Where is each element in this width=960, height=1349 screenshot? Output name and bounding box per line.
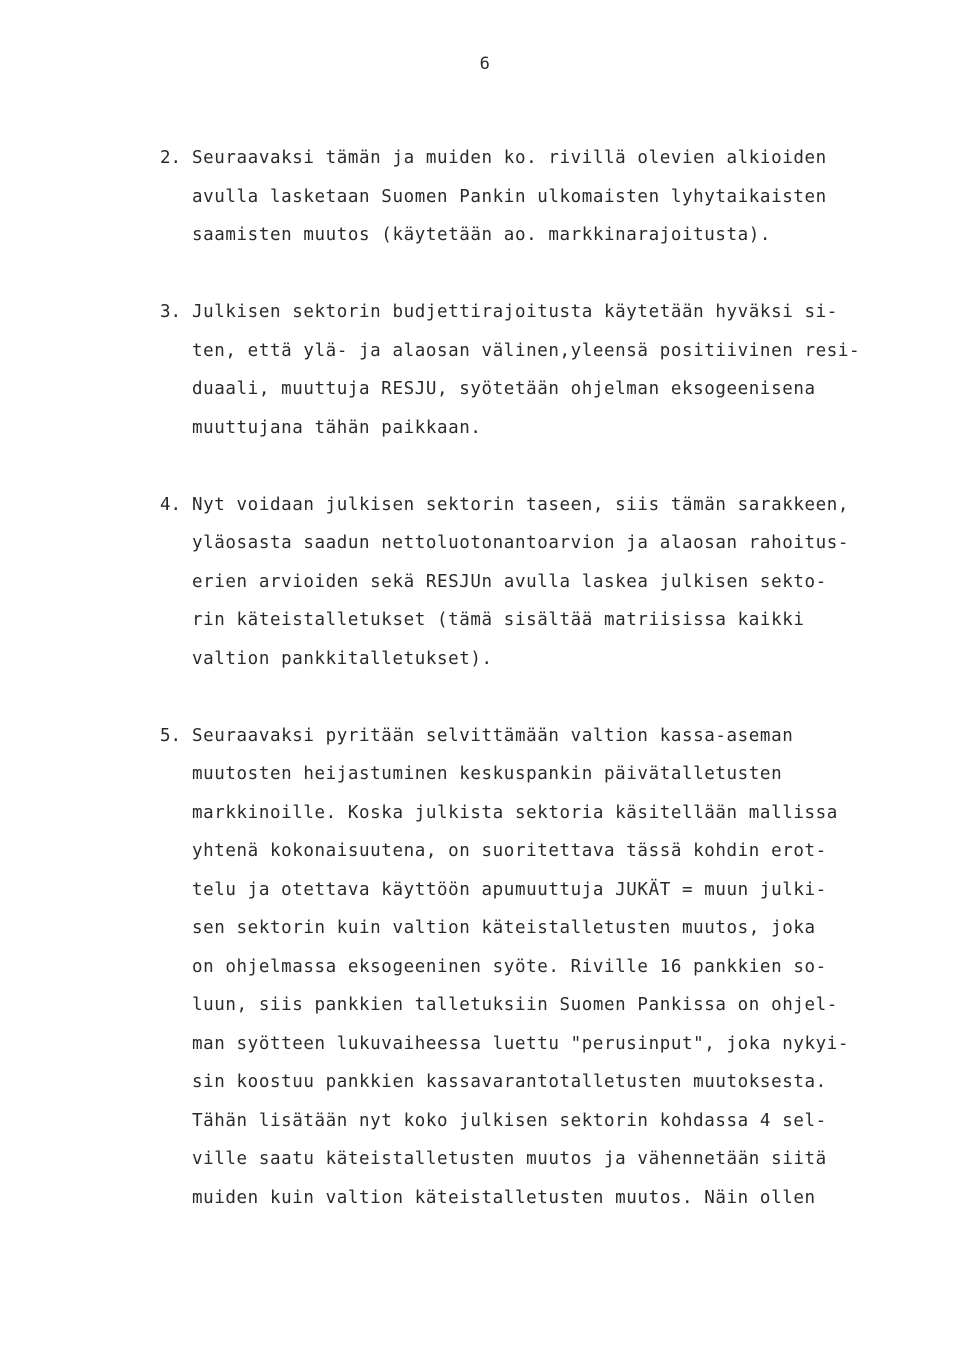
text-line: saamisten muutos (käytetään ao. markkinarajoitusta). xyxy=(192,225,772,245)
text-line: ville saatu käteistalletusten muutos ja vähennetään siitä xyxy=(192,1149,827,1169)
text-line: sin koostuu pankkien kassavarantotalletusten muutoksesta. xyxy=(192,1072,827,1092)
text-line: Seuraavaksi tämän ja muiden ko. rivillä olevien alkioiden xyxy=(192,148,827,168)
list-item-5 xyxy=(160,717,880,1218)
text-line: yhtenä kokonaisuutena, on suoritettava tässä kohdin erot- xyxy=(192,841,827,861)
text-line: erien arvioiden sekä RESJUn avulla laskea julkisen sekto- xyxy=(192,571,827,592)
item-number: 4. xyxy=(160,494,182,515)
text-line: yläosasta saadun nettoluotonantoarvion ja alaosan rahoitus- xyxy=(192,533,850,553)
list-item-4 xyxy=(160,486,880,679)
text-line: man syötteen lukuvaiheessa luettu "perusinput", joka nykyi- xyxy=(192,1033,850,1054)
text-line: valtion pankkitalletukset). xyxy=(192,648,493,669)
text-line: Nyt voidaan julkisen sektorin taseen, siis tämän sarakkeen, xyxy=(192,494,850,515)
list-item-3 xyxy=(160,293,880,447)
page-number: 6 xyxy=(479,54,491,74)
text-line: ten, että ylä- ja alaosan välinen,yleensä positiivinen resi- xyxy=(192,340,861,361)
text-line: luun, siis pankkien talletuksiin Suomen Pankissa on ohjel- xyxy=(192,995,838,1015)
text-line: muutosten heijastuminen keskuspankin päivätalletusten xyxy=(192,764,783,784)
text-line: rin käteistalletukset (tämä sisältää matriisissa kaikki xyxy=(192,610,805,630)
text-line: markkinoille. Koska julkista sektoria käsitellään mallissa xyxy=(192,802,838,823)
item-number: 2. xyxy=(160,148,182,168)
text-line: Tähän lisätään nyt koko julkisen sektorin kohdassa 4 sel- xyxy=(192,1110,827,1131)
text-line: sen sektorin kuin valtion käteistalletusten muutos, joka xyxy=(192,918,816,938)
text-line: duaali, muuttuja RESJU, syötetään ohjelman eksogeenisena xyxy=(192,379,816,399)
text-line: muuttujana tähän paikkaan. xyxy=(192,417,482,438)
text-line: avulla lasketaan Suomen Pankin ulkomaisten lyhytaikaisten xyxy=(192,186,827,207)
text-line: Julkisen sektorin budjettirajoitusta käytetään hyväksi si- xyxy=(192,302,838,322)
numbered-list xyxy=(160,139,880,1256)
item-number: 5. xyxy=(160,725,182,746)
text-line: muiden kuin valtion käteistalletusten muutos. Näin ollen xyxy=(192,1187,816,1208)
text-line: Seuraavaksi pyritään selvittämään valtion kassa-aseman xyxy=(192,725,794,746)
item-number: 3. xyxy=(160,302,182,322)
text-line: telu ja otettava käyttöön apumuuttuja JUKÄT = muun julki- xyxy=(192,879,827,900)
text-line: on ohjelmassa eksogeeninen syöte. Riville 16 pankkien so- xyxy=(192,956,827,977)
list-item-2 xyxy=(160,139,880,255)
